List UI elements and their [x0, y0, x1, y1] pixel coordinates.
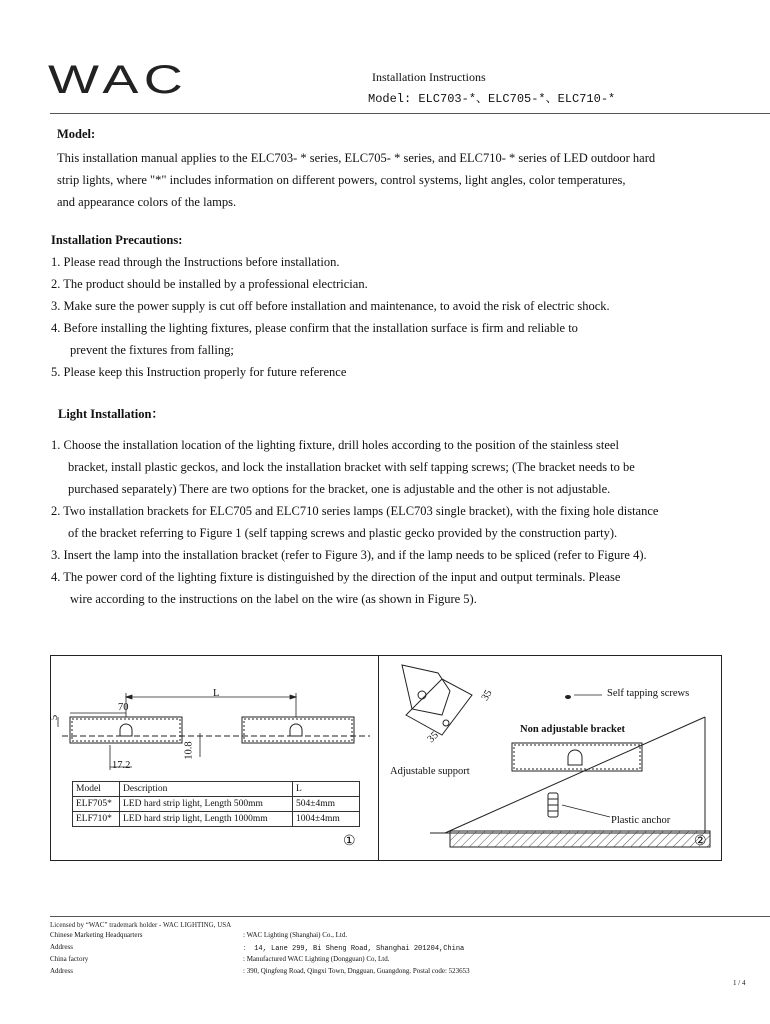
figure2-screw-icon — [565, 695, 571, 699]
footer-divider — [50, 916, 770, 917]
figure1-bracket-right — [242, 717, 354, 743]
plastic-anchor-label: Plastic anchor — [611, 815, 671, 826]
document-title: Installation Instructions — [372, 70, 486, 84]
step-1-cont-a: bracket, install plastic geckos, and lock the installation bracket with self tapping screws; (The bracket needs to be — [68, 460, 635, 474]
figure2-number: ② — [694, 834, 707, 849]
precaution-3: 3. Make sure the power supply is cut off before installation and maintenance, to avoid the risk of electric shock. — [51, 299, 610, 313]
table-cell: 504±4mm — [293, 797, 360, 812]
step-2: 2. Two installation brackets for ELC705 and ELC710 series lamps (ELC703 single bracket), with the fixing hole distance — [51, 504, 659, 518]
precautions-list — [51, 251, 761, 383]
table-row — [73, 812, 360, 827]
non-adjustable-bracket-label: Non adjustable bracket — [520, 724, 626, 735]
model-text — [57, 147, 757, 213]
dim-L-label: L — [213, 688, 220, 699]
table-cell: ELF710* — [73, 812, 120, 827]
figure2-adjustable-bracket — [402, 665, 472, 735]
figure2-wall — [430, 717, 710, 847]
footer-licensed: Licensed by “WAC” trademark holder - WAC LIGHTING, USA — [50, 921, 232, 929]
footer-value: : 390, Qingfeng Road, Qingxi Town, Dngguan, Guangdong. Postal code: 523653 — [243, 967, 470, 975]
step-4-cont: wire according to the instructions on the label on the wire (as shown in Figure 5). — [70, 592, 477, 606]
footer-label: Address — [50, 967, 73, 975]
wac-logo: WAC — [48, 58, 189, 102]
precautions-heading: Installation Precautions: — [51, 233, 183, 247]
dim-17-label: 17.2 — [112, 760, 131, 771]
table-cell: LED hard strip light, Length 1000mm — [120, 812, 293, 827]
precaution-4-cont: prevent the fixtures from falling; — [70, 343, 234, 357]
footer-label: Chinese Marketing Headquarters — [50, 931, 143, 939]
dim-10-label: 10.8 — [183, 741, 195, 760]
dim-5-label: 5 — [49, 714, 61, 721]
table-header: L — [293, 782, 360, 797]
table-cell: 1004±4mm — [293, 812, 360, 827]
page-number: 1 / 4 — [733, 979, 746, 987]
step-1: 1. Choose the installation location of the lighting fixture, drill holes according to the position of the stainless steel — [51, 438, 619, 452]
model-line: Model: ELC703-*、ELC705-*、ELC710-* — [368, 92, 616, 106]
header-divider — [50, 113, 770, 114]
light-installation-heading: Light Installation： — [58, 407, 164, 421]
footer-label: Address — [50, 943, 73, 951]
table-header-row — [73, 782, 360, 797]
model-line-2: strip lights, where "*" includes information on different powers, control systems, light angles, color temperatures, — [57, 173, 626, 187]
dim-L-line — [126, 693, 296, 717]
figure1-spec-table — [72, 781, 360, 827]
adjustable-support-label: Adjustable support — [390, 766, 470, 777]
table-header: Model — [73, 782, 120, 797]
dim-70-label: 70 — [118, 702, 129, 713]
precaution-4: 4. Before installing the lighting fixtures, please confirm that the installation surface is firm and reliable to — [51, 321, 578, 335]
precaution-2: 2. The product should be installed by a professional electrician. — [51, 277, 368, 291]
figure1-number: ① — [343, 834, 356, 849]
installation-steps — [51, 434, 766, 610]
dim-35-label-a: 35 — [479, 688, 495, 703]
model-line-1: This installation manual applies to the ELC703- * series, ELC705- * series, and ELC710- * series of LED outdoor hard — [57, 151, 656, 165]
step-1-cont-b: purchased separately) There are two options for the bracket, one is adjustable and the other is not adjustable. — [68, 482, 611, 496]
table-cell: ELF705* — [73, 797, 120, 812]
table-cell: LED hard strip light, Length 500mm — [120, 797, 293, 812]
figure1-bracket-left — [70, 717, 182, 743]
table-header: Description — [120, 782, 293, 797]
step-3: 3. Insert the lamp into the installation bracket (refer to Figure 3), and if the lamp needs to be spliced (refer to Figure 4). — [51, 548, 647, 562]
figure2-leader-lines — [562, 695, 610, 817]
precaution-5: 5. Please keep this Instruction properly for future reference — [51, 365, 347, 379]
step-2-cont: of the bracket referring to Figure 1 (self tapping screws and plastic gecko provided by the construction party). — [68, 526, 618, 540]
model-line-3: and appearance colors of the lamps. — [57, 195, 237, 209]
step-4: 4. The power cord of the lighting fixture is distinguished by the direction of the input and output terminals. Please — [51, 570, 621, 584]
dim-35-label-b: 35 — [425, 729, 441, 746]
footer-label: China factory — [50, 955, 89, 963]
footer-value: : Manufactured WAC Lighting (Dongguan) Co, Ltd. — [243, 955, 390, 963]
figure2-plastic-anchor-icon — [548, 793, 558, 817]
self-tapping-screws-label: Self tapping screws — [607, 688, 690, 699]
table-row — [73, 797, 360, 812]
footer-value: ： 14, Lane 299, Bi Sheng Road, Shanghai 201204,China — [243, 945, 465, 953]
figure-drawings — [50, 655, 722, 861]
precaution-1: 1. Please read through the Instructions before installation. — [51, 255, 340, 269]
model-heading: Model: — [57, 127, 96, 141]
figure2-nonadjustable-bracket — [512, 743, 642, 771]
footer-value: : WAC Lighting (Shanghai) Co., Ltd. — [243, 931, 348, 939]
